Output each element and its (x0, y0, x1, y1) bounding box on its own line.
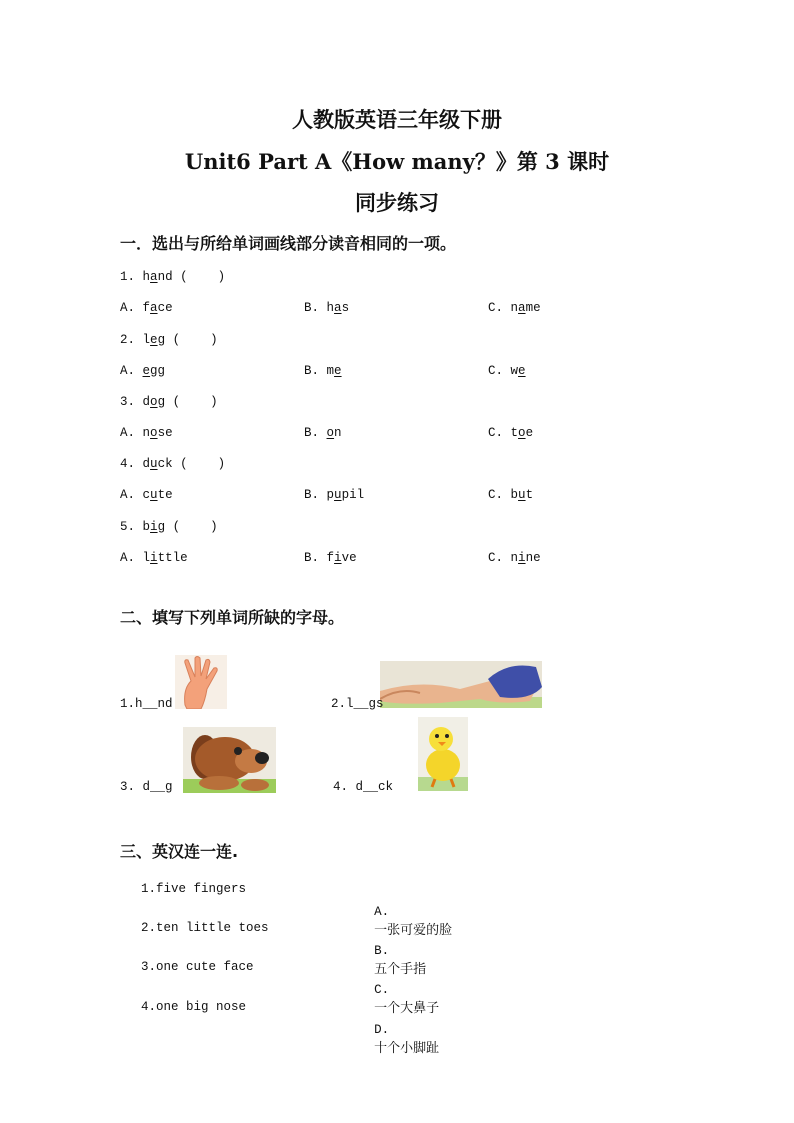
option-b (304, 426, 342, 440)
question-number: 4. (120, 457, 136, 471)
word-part: ne (525, 551, 541, 565)
answer-blank: ( ) (165, 395, 218, 409)
word-part: w (510, 364, 519, 378)
underlined-letter: a (518, 301, 526, 315)
word-part: d (142, 395, 151, 409)
word-part: e (525, 426, 534, 440)
word-part: h (326, 301, 335, 315)
word-part: b (510, 488, 519, 502)
underlined-letter: i (150, 520, 158, 534)
title-line-3: 同步练习 (355, 190, 439, 215)
match-left-1: 1.five fingers (141, 882, 247, 896)
section-2-title: 二、填写下列单词所缺的字母。 (120, 608, 345, 627)
match-right-label: D. (374, 1023, 390, 1037)
underlined-letter: u (334, 488, 342, 502)
word-part: l (142, 551, 151, 565)
underlined-letter: e (334, 364, 342, 378)
match-right-text: 一个大鼻子 (374, 1001, 440, 1016)
word-part: h (142, 270, 151, 284)
underlined-letter: u (150, 457, 158, 471)
question-number: 5. (120, 520, 136, 534)
option-c (488, 426, 533, 440)
option-a (120, 301, 173, 315)
answer-blank: ( ) (165, 333, 218, 347)
question-number: 2. (120, 333, 136, 347)
match-left-4: 4.one big nose (141, 1000, 247, 1014)
underlined-letter: a (334, 301, 342, 315)
option-label: A. (120, 364, 136, 378)
word-part: me (525, 301, 541, 315)
word-part: pil (341, 488, 365, 502)
match-left-2: 2.ten little toes (141, 921, 269, 935)
underlined-letter: u (150, 488, 158, 502)
option-b (304, 488, 364, 502)
word-part: f (142, 301, 151, 315)
option-label: B. (304, 551, 320, 565)
fill-item-3: 3. d__g (120, 780, 173, 794)
word-part: g (157, 395, 166, 409)
word-part: b (142, 520, 151, 534)
option-a (120, 488, 173, 502)
word-part: te (157, 488, 173, 502)
match-left-3: 3.one cute face (141, 960, 254, 974)
word-part: t (510, 426, 519, 440)
question-4 (120, 457, 225, 471)
option-b (304, 551, 357, 565)
answer-blank: ( ) (172, 457, 226, 471)
option-a (120, 364, 165, 378)
fill-item-1: 1.h__nd (120, 697, 173, 711)
fill-item-4: 4. d__ck (333, 780, 394, 794)
option-label: A. (120, 488, 136, 502)
word-part: nd (157, 270, 173, 284)
fill-item-2: 2.l__gs (331, 697, 384, 711)
underlined-letter: o (518, 426, 526, 440)
match-right-label: A. (374, 905, 390, 919)
question-2 (120, 333, 218, 347)
legs-picture (380, 661, 542, 708)
hand-picture (175, 655, 227, 709)
question-3 (120, 395, 218, 409)
option-c (488, 551, 541, 565)
word-part: se (157, 426, 173, 440)
option-c (488, 301, 541, 315)
question-1 (120, 270, 225, 284)
word-part: n (142, 426, 151, 440)
title-line-2: Unit6 Part A《How many？》第 3 课时 (184, 149, 610, 174)
word-part: ttle (157, 551, 188, 565)
answer-blank: ( ) (172, 270, 226, 284)
match-right-label: C. (374, 983, 390, 997)
option-label: B. (304, 488, 320, 502)
word-part: n (510, 301, 519, 315)
match-right-text: 十个小脚趾 (374, 1041, 440, 1056)
option-c (488, 364, 526, 378)
underlined-letter: o (326, 426, 335, 440)
option-label: B. (304, 426, 320, 440)
underlined-letter: e (518, 364, 526, 378)
question-5 (120, 520, 218, 534)
option-label: C. (488, 551, 504, 565)
option-label: A. (120, 301, 136, 315)
match-right-d (364, 999, 439, 1056)
underlined-letter: a (150, 270, 158, 284)
word-part: d (142, 457, 151, 471)
word-part: n (510, 551, 519, 565)
answer-blank: ( ) (165, 520, 218, 534)
word-part: gg (150, 364, 166, 378)
underlined-letter: u (518, 488, 526, 502)
option-b (304, 364, 342, 378)
word-part: m (326, 364, 335, 378)
option-a (120, 426, 173, 440)
match-right-text: 五个手指 (374, 962, 427, 977)
underlined-letter: e (150, 333, 158, 347)
option-label: C. (488, 426, 504, 440)
duck-picture (418, 717, 468, 791)
word-part: ce (157, 301, 173, 315)
underlined-letter: o (150, 426, 158, 440)
option-label: A. (120, 426, 136, 440)
word-part: n (334, 426, 342, 440)
option-b (304, 301, 349, 315)
section-1-title: 一．选出与所给单词画线部分读音相同的一项。 (120, 234, 457, 253)
underlined-letter: i (334, 551, 342, 565)
underlined-letter: i (150, 551, 158, 565)
word-part: ck (157, 457, 173, 471)
underlined-letter: a (150, 301, 158, 315)
word-part: g (157, 333, 166, 347)
question-number: 1. (120, 270, 136, 284)
option-label: A. (120, 551, 136, 565)
word-part: s (341, 301, 350, 315)
option-label: B. (304, 301, 320, 315)
underlined-letter: o (150, 395, 158, 409)
word-part: l (142, 333, 151, 347)
option-label: B. (304, 364, 320, 378)
word-part: f (326, 551, 335, 565)
word-part: c (142, 488, 151, 502)
dog-picture (183, 727, 276, 793)
option-a (120, 551, 188, 565)
underlined-letter: e (142, 364, 151, 378)
word-part: p (326, 488, 335, 502)
match-right-label: B. (374, 944, 390, 958)
word-part: g (157, 520, 166, 534)
question-number: 3. (120, 395, 136, 409)
section-3-title: 三、英汉连一连. (120, 842, 239, 861)
title-line-1: 人教版英语三年级下册 (292, 107, 502, 132)
underlined-letter: i (518, 551, 526, 565)
word-part: ve (341, 551, 357, 565)
option-label: C. (488, 364, 504, 378)
option-label: C. (488, 301, 504, 315)
option-c (488, 488, 533, 502)
word-part: t (525, 488, 534, 502)
option-label: C. (488, 488, 504, 502)
match-right-text: 一张可爱的脸 (374, 923, 453, 938)
